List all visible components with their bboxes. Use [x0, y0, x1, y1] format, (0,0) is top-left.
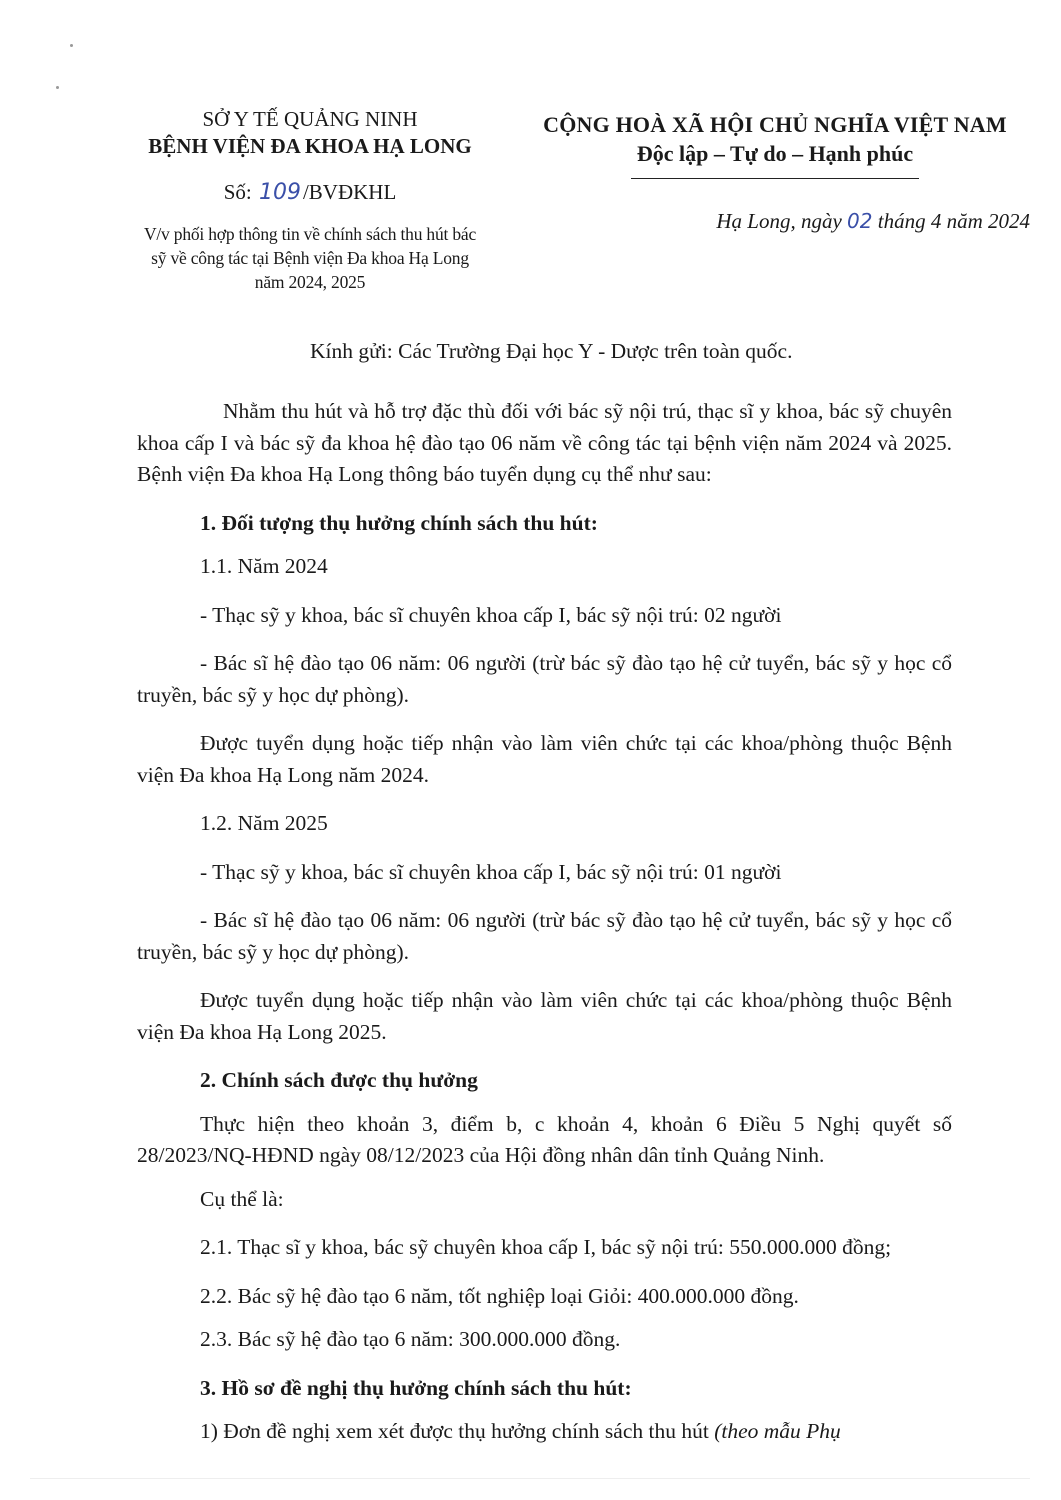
section-1-2-item: - Thạc sỹ y khoa, bác sĩ chuyên khoa cấp I, bác sỹ nội trú: 01 người — [200, 859, 782, 884]
agency-parent: SỞ Y TẾ QUẢNG NINH — [202, 107, 418, 131]
section-3-item — [137, 1416, 952, 1448]
scan-speck — [70, 44, 73, 47]
section-2-lead: Cụ thể là: — [200, 1186, 284, 1211]
section-2-item: 2.2. Bác sỹ hệ đào tạo 6 năm, tốt nghiệp loại Giỏi: 400.000.000 đồng. — [200, 1283, 799, 1308]
document-number — [105, 180, 515, 205]
scan-edge — [30, 1478, 1030, 1479]
doc-number-prefix: Số: — [223, 180, 252, 204]
section-2-heading: 2. Chính sách được thụ hưởng — [200, 1068, 478, 1092]
section-2-item: 2.3. Bác sỹ hệ đào tạo 6 năm: 300.000.000 đồng. — [200, 1327, 621, 1351]
section-2-item: 2.1. Thạc sĩ y khoa, bác sỹ chuyên khoa cấp I, bác sỹ nội trú: 550.000.000 đồng; — [200, 1235, 892, 1259]
section-1-1-title: 1.1. Năm 2024 — [200, 554, 328, 578]
section-3-heading: 3. Hồ sơ đề nghị thụ hưởng chính sách thu hút: — [200, 1375, 632, 1400]
intro-paragraph: Nhằm thu hút và hỗ trợ đặc thù đối với bác sỹ nội trú, thạc sĩ y khoa, bác sỹ chuyên khoa cấp I và bác sỹ đa khoa hệ đào tạo 06 năm về công tác tại bệnh viện năm 2024 và 2025. Bệnh viện Đa khoa Hạ Long thông báo tuyển dụng cụ thể như sau: — [137, 399, 952, 486]
section-3-item-text: 1) Đơn đề nghị xem xét được thụ hưởng chính sách thu hút — [200, 1419, 715, 1443]
section-1-1-item: - Thạc sỹ y khoa, bác sĩ chuyên khoa cấp I, bác sỹ nội trú: 02 người — [200, 602, 782, 627]
section-1-1-note: Được tuyển dụng hoặc tiếp nhận vào làm viên chức tại các khoa/phòng thuộc Bệnh viện Đa khoa Hạ Long năm 2024. — [137, 731, 952, 787]
scan-speck — [56, 86, 59, 89]
subject-line: sỹ về công tác tại Bệnh viện Đa khoa Hạ Long — [151, 248, 469, 268]
section-1-2-item: - Bác sĩ hệ đào tạo 06 năm: 06 người (trừ bác sỹ đào tạo hệ cử tuyển, bác sỹ y học cổ truyền, bác sỹ y học dự phòng). — [137, 908, 952, 964]
section-3-item-italic: (theo mẫu Phụ — [714, 1419, 841, 1443]
national-motto: Độc lập – Tự do – Hạnh phúc — [636, 141, 914, 166]
section-1-2-note: Được tuyển dụng hoặc tiếp nhận vào làm viên chức tại các khoa/phòng thuộc Bệnh viện Đa khoa Hạ Long 2025. — [137, 988, 952, 1044]
document-subject — [105, 222, 515, 294]
motto-underline — [631, 178, 919, 179]
section-1-1-item: - Bác sĩ hệ đào tạo 06 năm: 06 người (trừ bác sỹ đào tạo hệ cử tuyển, bác sỹ y học cổ truyền, bác sỹ y học dự phòng). — [137, 651, 952, 707]
section-1-2-title: 1.2. Năm 2025 — [200, 811, 328, 835]
date-suffix: tháng 4 năm 2024 — [872, 209, 1030, 233]
doc-number-suffix: /BVĐKHL — [302, 180, 397, 204]
date-day-handwritten: 02 — [847, 209, 873, 233]
national-header — [520, 111, 1030, 179]
section-1-heading: 1. Đối tượng thụ hưởng chính sách thu hút: — [200, 510, 598, 535]
subject-line: V/v phối hợp thông tin về chính sách thu hút bác — [143, 224, 477, 244]
subject-line: năm 2024, 2025 — [254, 272, 366, 292]
agency-header — [105, 106, 515, 160]
country-name: CỘNG HOÀ XÃ HỘI CHỦ NGHĨA VIỆT NAM — [543, 112, 1007, 137]
doc-number-handwritten: 109 — [258, 180, 301, 205]
recipient-line: Kính gửi: Các Trường Đại học Y - Dược trên toàn quốc. — [310, 339, 793, 363]
section-2-text: Thực hiện theo khoản 3, điểm b, c khoản 4, khoản 6 Điều 5 Nghị quyết số 28/2023/NQ-HĐND ngày 08/12/2023 của Hội đồng nhân dân tỉnh Quảng Ninh. — [137, 1111, 952, 1167]
agency-name: BỆNH VIỆN ĐA KHOA HẠ LONG — [148, 134, 472, 158]
document-date — [560, 209, 1030, 234]
document-body — [137, 396, 952, 1448]
date-prefix: Hạ Long, ngày — [716, 209, 848, 233]
